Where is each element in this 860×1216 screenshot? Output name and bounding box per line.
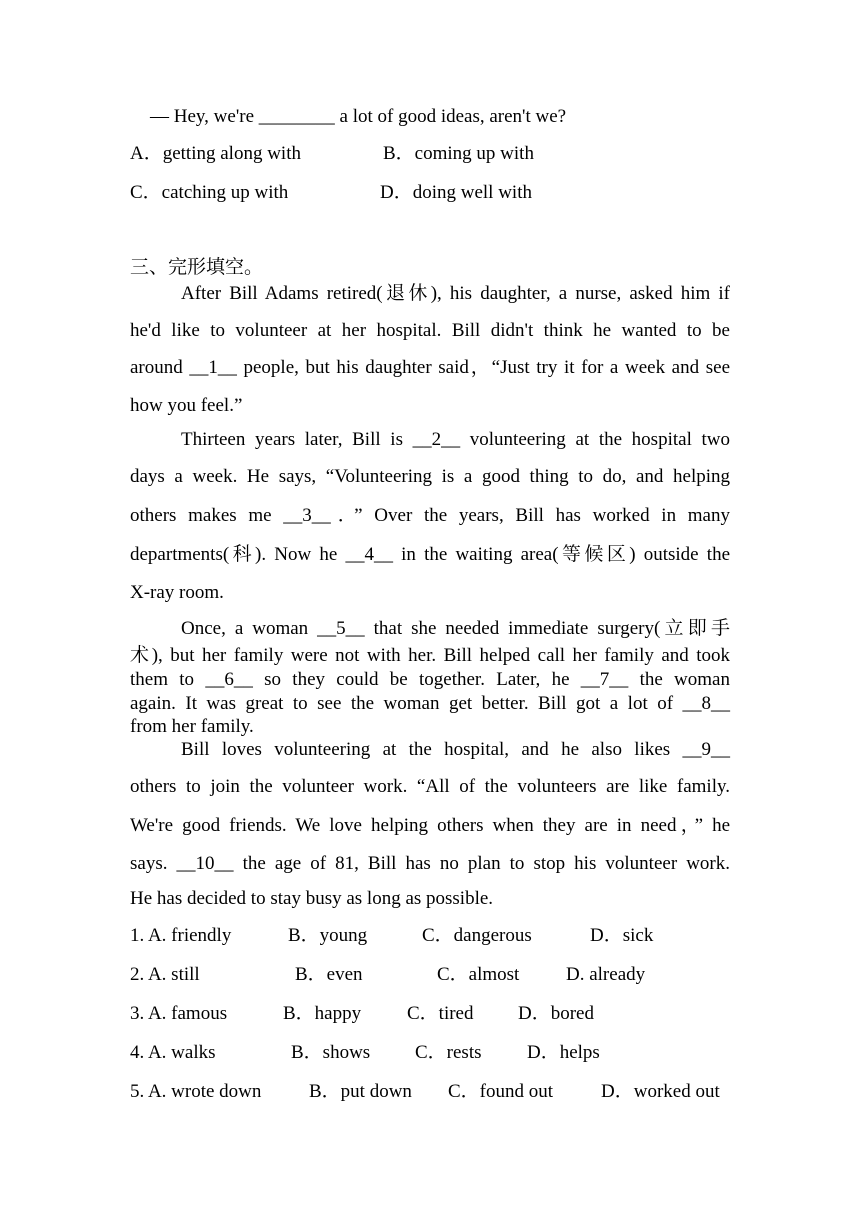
passage-line: around __1__ people, but his daughter said，“Just try it for a week and see	[130, 357, 730, 378]
option-b: B．coming up with	[383, 143, 534, 164]
passage-line: After Bill Adams retired(退休), his daughter, a nurse, asked him if	[181, 283, 730, 304]
answer-option: 1. A. friendly	[130, 925, 232, 946]
passage-line: 术), but her family were not with her. Bill helped call her family and took	[130, 645, 730, 666]
passage-line: others to join the volunteer work. “All of the volunteers are like family.	[130, 776, 730, 797]
option-d: D．doing well with	[380, 182, 532, 203]
passage-line: from her family.	[130, 716, 254, 737]
passage-line: them to __6__ so they could be together. Later, he __7__ the woman	[130, 669, 730, 690]
answer-option: D．helps	[527, 1042, 600, 1063]
answer-option: C．rests	[415, 1042, 482, 1063]
passage-line: Bill loves volunteering at the hospital, and he also likes __9__	[181, 739, 730, 760]
answer-option: B．shows	[291, 1042, 371, 1063]
answer-option: B．young	[288, 925, 368, 946]
answer-option: C．almost	[437, 964, 520, 985]
answer-option: D．sick	[590, 925, 654, 946]
passage-line: He has decided to stay busy as long as possible.	[130, 888, 494, 909]
answer-option: 2. A. still	[130, 964, 200, 985]
passage-line: how you feel.”	[130, 395, 243, 416]
answer-option: 5. A. wrote down	[130, 1081, 262, 1102]
answer-option: 3. A. famous	[130, 1003, 228, 1024]
passage-line: departments(科). Now he __4__ in the waiting area(等候区) outside the	[130, 544, 730, 565]
passage-line: days a week. He says, “Volunteering is a good thing to do, and helping	[130, 466, 730, 487]
answer-option: B．even	[295, 964, 363, 985]
passage-line: others makes me __3__．” Over the years, Bill has worked in many	[130, 505, 730, 526]
passage-line: X-ray room.	[130, 582, 224, 603]
answer-option: D．worked out	[601, 1081, 720, 1102]
passage-line: Thirteen years later, Bill is __2__ volunteering at the hospital two	[181, 429, 730, 450]
passage-line: he'd like to volunteer at her hospital. Bill didn't think he wanted to be	[130, 320, 730, 341]
question-text: — Hey, we're ________ a lot of good ideas, aren't we?	[150, 106, 567, 127]
passage-line: says. __10__ the age of 81, Bill has no plan to stop his volunteer work.	[130, 853, 730, 874]
passage-line: Once, a woman __5__ that she needed immediate surgery(立即手	[181, 618, 730, 639]
answer-option: C．dangerous	[422, 925, 532, 946]
section-heading: 三、完形填空。	[130, 257, 264, 278]
answer-option: C．found out	[448, 1081, 554, 1102]
option-c: C．catching up with	[130, 182, 289, 203]
answer-option: 4. A. walks	[130, 1042, 216, 1063]
answer-option: C．tired	[407, 1003, 474, 1024]
answer-option: B．happy	[283, 1003, 362, 1024]
answer-option: D. already	[566, 964, 646, 985]
option-a: A．getting along with	[130, 143, 301, 164]
passage-line: again. It was great to see the woman get better. Bill got a lot of __8__	[130, 693, 730, 714]
passage-line: We're good friends. We love helping others when they are in need，” he	[130, 815, 730, 836]
answer-option: B．put down	[309, 1081, 412, 1102]
answer-option: D．bored	[518, 1003, 594, 1024]
